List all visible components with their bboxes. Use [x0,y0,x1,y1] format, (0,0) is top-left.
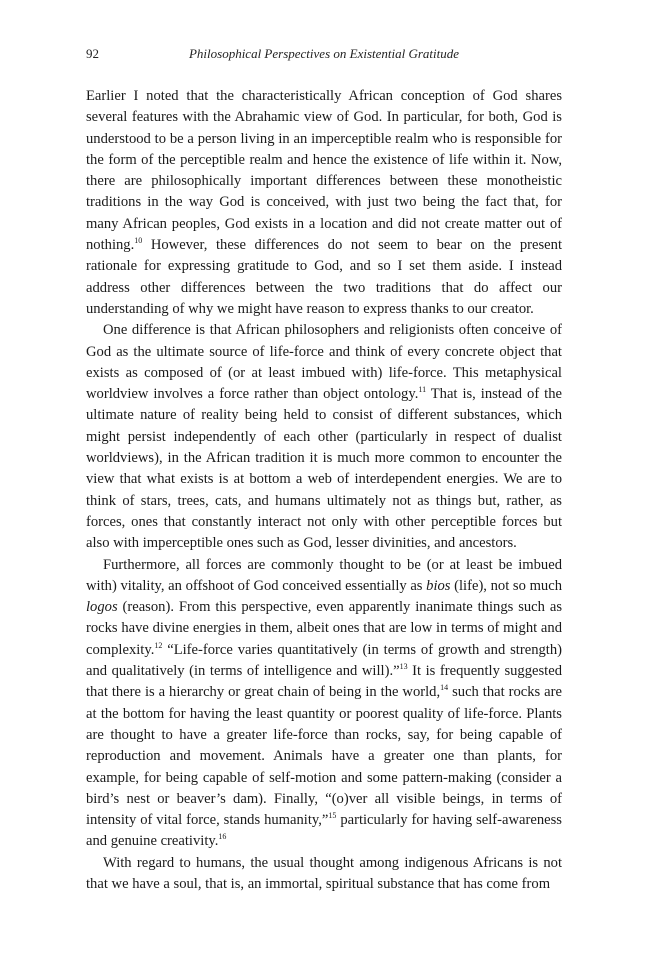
paragraph [86,86,562,320]
footnote-marker: 10 [134,236,143,246]
text-run: Furthermore, all forces are commonly thought to be (or at least be imbued with) vitality, an offshoot of God conceived essentially as [86,556,562,594]
text-run: However, these differences do not seem to bear on the present rationale for expressing gratitude to God, and so I set them aside. I instead address other differences between the two traditions that do affect our understanding of why we might have reason to express thanks to our creator. [86,237,562,317]
footnote-marker: 12 [154,640,163,650]
text-run: That is, instead of the ultimate nature of reality being held to consist of different substances, which might persist independently of each other (particularly in respect of dualist worldviews), in the African tradition it is much more common to encounter the view that what exists is at bottom a web of interdependent energies. We are to think of stars, trees, cats, and humans ultimately not as things but, rather, as forces, ones that constantly interact not only with other perceptible forces but also with imperceptible ones such as God, lesser divinities, and ancestors. [86,386,562,552]
italic-term: logos [86,599,118,616]
body-text [86,86,562,895]
text-run: (reason). From this perspective, even apparently inanimate things such as rocks have divine energies in them, albeit ones that are low in terms of might and complexity. [86,599,562,658]
text-run: With regard to humans, the usual thought among indigenous Africans is not that we have a soul, that is, an immortal, spiritual substance that has come from [86,854,562,892]
footnote-marker: 14 [440,683,449,693]
footnote-marker: 13 [399,662,408,672]
page-number: 92 [86,46,99,61]
text-run: “Life-force varies quantitatively (in terms of growth and strength) and qualitatively (in terms of intelligence and will).” [86,641,562,680]
running-head [86,40,562,70]
footnote-marker: 15 [328,811,337,821]
paragraph [86,853,562,896]
text-run: Earlier I noted that the characteristically African conception of God shares several features with the Abrahamic view of God. In particular, for both, God is understood to be a person living in an imperceptible realm who is responsible for the form of the perceptible realm and hence the existence of life within it. Now, there are philosophically important differences between these monotheistic traditions in the way God is conceived, with just two being the fact that, for many African peoples, God exists in a location and did not create matter out of nothing. [86,88,562,254]
italic-term: bios [426,577,451,594]
paragraph [86,555,562,853]
paragraph [86,320,562,554]
text-run: One difference is that African philosophers and religionists often conceive of God as the ultimate source of life-force and think of every concrete object that exists as composed of (or at least imbued with) life-force. This metaphysical worldview involves a force rather than object ontology. [86,322,562,403]
footnote-marker: 16 [218,832,227,842]
text-run: particularly for having self-awareness and genuine creativity. [86,812,562,850]
running-title: Philosophical Perspectives on Existential Gratitude [188,46,460,61]
book-page [86,40,562,895]
text-run: It is frequently suggested that there is a hierarchy or great chain of being in the world, [86,663,562,701]
text-run: such that rocks are at the bottom for having the least quantity or poorest quality of life-force. Plants are thought to have a greater life-force than rocks, say, for being capable of reproduction and movement. Animals have a greater one than plants, for example, for being capable of self-motion and some pattern-making (consider a bird’s nest or beaver’s dam). Finally, “(o)ver all visible beings, in terms of intensity of vital force, stands humanity,” [86,684,562,829]
text-run: (life), not so much [450,577,562,594]
footnote-marker: 11 [418,385,427,395]
